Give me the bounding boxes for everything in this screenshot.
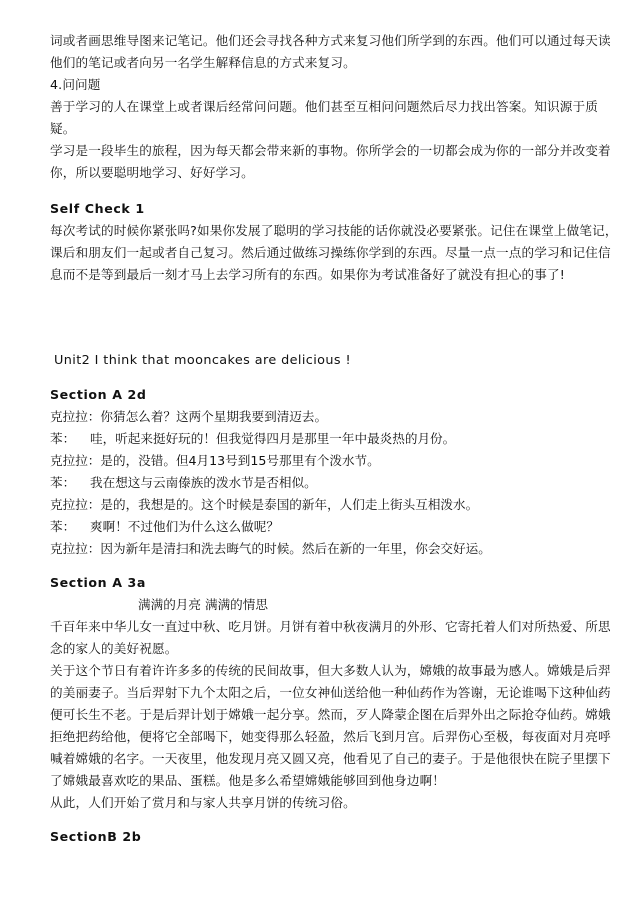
dialogue-speaker: 苯：	[50, 519, 76, 534]
dialogue-line	[50, 516, 598, 538]
dialogue-speaker: 克拉拉：	[50, 497, 101, 512]
section-a-2d-block	[50, 384, 598, 560]
dialogue-text: 哇，听起来挺好玩的！但我觉得四月是那里一年中最炎热的月份。	[90, 431, 456, 446]
section-a-3a-heading: Section A 3a	[50, 575, 147, 590]
dialogue-speaker: 苯：	[50, 431, 76, 446]
paragraph-line: 念的家人的美好祝愿。	[50, 641, 178, 656]
paragraph-line: 学习是一段毕生的旅程，因为每天都会带来新的事物。你所学会的一切都会成为你的一部分并改变着	[50, 143, 611, 158]
paragraph-line: 善于学习的人在课堂上或者课后经常问问题。他们甚至互相问问题然后尽力找出答案。知识源于质	[50, 99, 598, 114]
dialogue-line	[50, 406, 598, 428]
dialogue-line	[50, 494, 598, 516]
paragraph-line: 关于这个节日有着许许多多的传统的民间故事，但大多数人认为，嫦娥的故事最为感人。嫦娥是后羿	[50, 663, 611, 678]
document-page	[50, 30, 618, 848]
dialogue-line	[50, 428, 598, 450]
paragraph-line: 每次考试的时候你紧张吗?如果你发展了聪明的学习技能的话你就没必要紧张。记住在课堂上做笔记，	[50, 223, 618, 238]
self-check-block	[50, 198, 618, 286]
dialogue-line	[50, 472, 598, 494]
paragraph-line: 千百年来中华儿女一直过中秋、吃月饼。月饼有着中秋夜满月的外形、它寄托着人们对所热爱、所思	[50, 619, 611, 634]
dialogue-line	[50, 538, 598, 560]
dialogue-text: 爽啊！不过他们为什么这么做呢？	[90, 519, 279, 534]
dialogue-speaker: 克拉拉：	[50, 541, 101, 556]
dialogue-text: 我在想这与云南傣族的泼水节是否相似。	[90, 475, 317, 490]
paragraph-line: 了嫦娥最喜欢吃的果品、蛋糕。他是多么希望嫦娥能够回到他身边啊！	[50, 773, 446, 788]
paragraph-line: 息而不是等到最后一刻才马上去学习所有的东西。如果你为考试准备好了就没有担心的事了!	[50, 267, 565, 282]
paragraph-line: 便可长生不老。于是后羿计划于嫦娥一起分享。然而，歹人降蒙企图在后羿外出之际抢夺仙药。嫦娥	[50, 707, 611, 722]
section-subheading: 4.问问题	[50, 77, 101, 92]
section-b-2b-heading: SectionB 2b	[50, 829, 142, 844]
section-a-3a-block	[50, 572, 611, 814]
intro-block	[50, 30, 611, 184]
dialogue-speaker: 克拉拉：	[50, 453, 101, 468]
paragraph-line: 他们的笔记或者向另一名学生解释信息的方式来复习。	[50, 55, 356, 70]
passage-title: 满满的月亮 满满的情思	[138, 597, 268, 612]
paragraph-line: 喊着嫦娥的名字。一天夜里，他发现月亮又圆又亮，他看见了自己的妻子。于是他很快在院子里摆下	[50, 751, 611, 766]
section-a-2d-heading: Section A 2d	[50, 387, 147, 402]
dialogue-speaker: 克拉拉：	[50, 409, 101, 424]
dialogue-line	[50, 450, 598, 472]
dialogue-text: 是的，我想是的。这个时候是泰国的新年，人们走上街头互相泼水。	[100, 497, 479, 512]
paragraph-line: 课后和朋友们一起或者自己复习。然后通过做练习操练你学到的东西。尽量一点一点的学习和记住信	[50, 245, 611, 260]
dialogue-speaker: 苯：	[50, 475, 76, 490]
dialogue-text: 因为新年是清扫和洗去晦气的时候。然后在新的一年里，你会交好运。	[100, 541, 491, 556]
dialogue-text: 是的，没错。但4月13号到15号那里有个泼水节。	[100, 453, 380, 468]
unit-title: Unit2 I think that mooncakes are delicious !	[54, 353, 351, 368]
paragraph-line: 拒绝把药给他，便将它全部喝下，她变得那么轻盈，然后飞到月宫。后羿伤心至极，每夜面对月亮呼	[50, 729, 611, 744]
paragraph-line: 疑。	[50, 121, 76, 136]
dialogue-text: 你猜怎么着？这两个星期我要到清迈去。	[100, 409, 328, 424]
self-check-heading: Self Check 1	[50, 201, 145, 216]
dialogue	[50, 406, 598, 560]
paragraph-line: 词或者画思维导图来记笔记。他们还会寻找各种方式来复习他们所学到的东西。他们可以通过每天读	[50, 33, 611, 48]
paragraph-line: 从此，人们开始了赏月和与家人共享月饼的传统习俗。	[50, 795, 356, 810]
paragraph-line: 你，所以要聪明地学习、好好学习。	[50, 165, 254, 180]
paragraph-line: 的美丽妻子。当后羿射下九个太阳之后，一位女神仙送给他一种仙药作为答谢，无论谁喝下这种仙药	[50, 685, 611, 700]
